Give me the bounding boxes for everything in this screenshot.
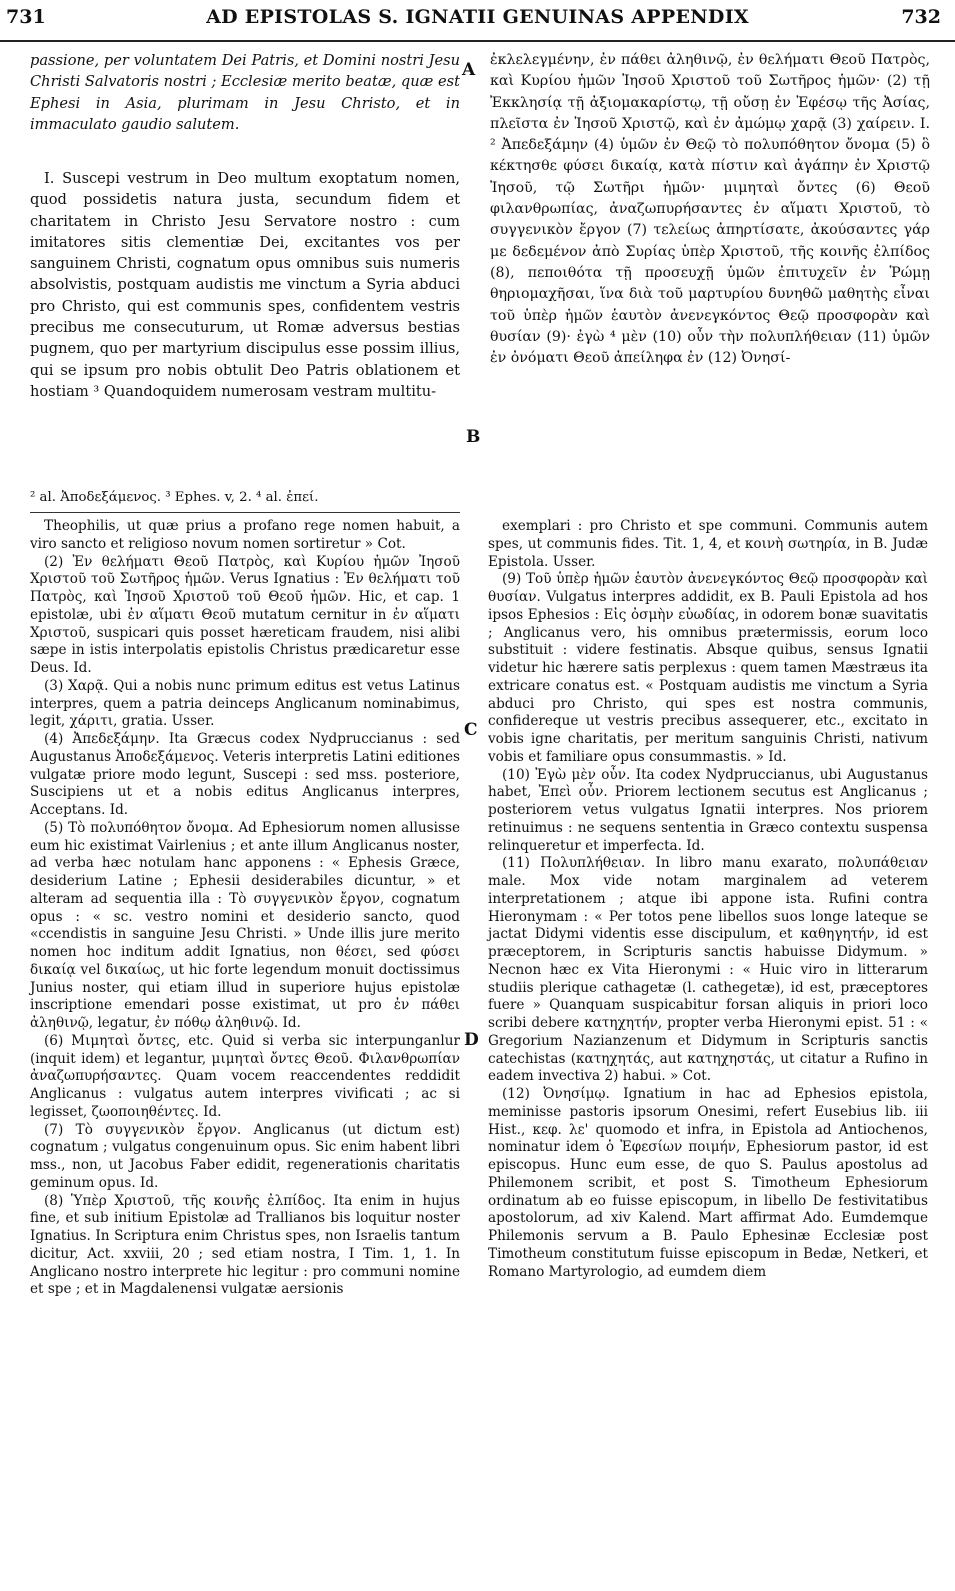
margin-letter-c: C <box>464 720 478 740</box>
notes-left-column <box>30 518 460 1299</box>
footnote-paragraph: (4) Ἀπεδεξάμην. Ita Græcus codex Nydpruccianus : sed Augustanus Ἀποδεξάμενος. Veteris interpretis Latini editiones vulgatæ priore modo legunt, Suscepi : sed mss. posteriore, Suscipiens ut et a nobis editus Anglicanus interpres, Acceptans. Id. <box>30 731 460 818</box>
footnote-paragraph: (10) Ἐγὼ μὲν οὖν. Ita codex Nydpruccianus, ubi Augustanus habet, Ἐπεὶ οὖν. Priorem lectionem secutus est Anglicanus ; posteriorem vetus vulgatus Ignatii interpres. Nos priorem retinuimus : ne sequens sententia in Græco contextu suspensa relinqueretur et imperfecta. Id. <box>488 766 928 854</box>
footnote-paragraph: Theophilis, ut quæ prius a profano rege nomen habuit, a viro sancto et religioso novum nomen sortiretur » Cot. <box>30 518 460 552</box>
footnote-paragraph: exemplari : pro Christo et spe communi. Communis autem spes, ut communis fides. Tit. 1, 4, et κοινὴ σωτηρία, in B. Judæ Epistola. Usser. <box>488 518 928 570</box>
footnote-paragraph: (6) Μιμηταὶ ὄντες, etc. Quid si verba sic interpunganlur (inquit idem) et legantur, μιμηταὶ ὄντες Θεοῦ. Φιλανθρωπίαν ἀναζωπυρήσαντες. Quam vocem reaccendentes reddidit Anglicanus : vulgatus autem interpres vivificati ; ac si legisset, ζωοποιηθέντες. Id. <box>30 1032 460 1120</box>
footnote-paragraph: (9) Τοῦ ὑπὲρ ἡμῶν ἑαυτὸν ἀνενεγκόντος Θεῷ προσφορὰν καὶ θυσίαν. Vulgatus interpres addidit, ex B. Pauli Epistola ad hos ipsos Ephesios : Εἰς ὀσμὴν εὐωδίας, in odorem bonæ suavitatis ; Anglicanus vero, his omnibus prætermissis, eorum loco substituit : videre festinatis. Absque quibus, sensus Ignatii videtur hic hærere satis perplexus : quem tamen Mæstræus ita extricare conatus est. « Postquam audistis me vinctum a Syria abduci pro Christo, qui spes est nostra communis, confidereque ut vestris precibus assequerer, etc., excitato in vobis igne charitatis, per meritum sanguinis Christi, nativum vobis et familiare opus consummastis. » Id. <box>488 571 928 765</box>
margin-letter-d: D <box>464 1030 479 1050</box>
critical-apparatus: ² al. Ἀποδεξάμενος. ³ Ephes. v, 2. ⁴ al. ἐπεί. <box>30 490 319 505</box>
footnote-paragraph: (12) Ὀνησίμῳ. Ignatium in hac ad Ephesios epistola, meminisse pastoris ipsorum Onesimi, refert Eusebius lib. iii Hist., κεφ. λε' quomodo et infra, in Epistola ad Antiochenos, nominatur idem ὁ Ἐφεσίων ποιμήν, Ephesiorum pastor, id est episcopus. Hunc eum esse, de quo S. Paulus apostolus ad Philemonem scribit, et post S. Timotheum Ephesiorum ordinatum ab eo fuisse episcopum, in libello De festivitatibus apostolorum, ad xiv Kalend. Mart affirmat Ado. Eumdemque Philemonis servum a B. Paulo Ephesinæ Ecclesiæ post Timotheum constitutum fuisse episcopum in Bedæ, Netkeri, et Romano Martyrologio, ad eumdem diem <box>488 1086 928 1280</box>
footnote-paragraph: (3) Χαρᾷ. Qui a nobis nunc primum editus est vetus Latinus interpres, quem a patria deinceps Anglicanum nominabimus, legit, χάριτι, gratia. Usser. <box>30 677 460 730</box>
page-number-left: 731 <box>6 6 46 28</box>
footnote-paragraph: (11) Πολυπλήθειαν. In libro manu exarato, πολυπάθειαν male. Mox vide notam marginalem ad veterem interpretationem ; atque ibi appone ista. Rufini contra Hieronymam : « Per totos pene libellos suos longe lateque se jactat Didymi videntis esse discipulum, et καθηγητήν, id est præceptorem, in Scripturis sanctis habuisse Didymum. » Necnon hæc ex Vita Hieronymi : « Huic viro in litterarum studiis plerique cathagetæ (l. cathegetæ), id est, præceptores fuere » Quanquam suspicabitur forsan aliquis in priori loco scribi debere κατηχητήν, propter verba Hieronymi epist. 51 : « Gregorium Nazianzenum et Didymum in Scripturis sanctis catechistas (κατηχητάς, aut κατηχηστάς, ut citatur a Rufino in eadem invectiva 2) habui. » Cot. <box>488 855 928 1085</box>
notes-right-column <box>488 518 928 1281</box>
latin-main-text: I. Suscepi vestrum in Deo multum exoptatum nomen, quod possidetis natura justa, secundum fidem et charitatem in Christo Jesu Servatore nostro : cum imitatores sitis clementiæ Dei, excitantes vos per sanguinem Christi, cognatum opus omnibus suis numeris absolvistis, postquam audistis me vinctum a Syria abduci pro Christo, qui est communis spes, confidentem vestris precibus me consecuturum, ut Romæ adversus bestias pugnem, quo per martyrium discipulus esse possim illius, qui se ipsum pro nobis obtulit Deo Patris oblationem et hostiam ³ Quandoquidem numerosam vestram multitu- <box>30 170 460 400</box>
running-title: AD EPISTOLAS S. IGNATII GENUINAS APPENDIX <box>206 6 749 28</box>
latin-intro-text: passione, per voluntatem Dei Patris, et Domini nostri Jesu Christi Salvatoris nostri ; Ecclesiæ merito beatæ, quæ est Ephesi in Asia, plurimam in Jesu Christo, et in immaculato gaudio salutem. <box>30 52 460 133</box>
footnote-paragraph: (5) Τὸ πολυπόθητον ὄνομα. Ad Ephesiorum nomen allusisse eum hic existimat Vairlenius ; et ante illum Anglicanus noster, ad verba hæc notulam hanc apponens : « Ephesis Græce, desiderium Latine ; Ephesii desiderabiles dicuntur, » et alteram ad sequentia illa : Τὸ συγγενικὸν ἔργον, cognatum opus : « sc. vestro nomini et desiderio sancto, quod «ccendistis in sanguine Jesu Christi. » Unde illis jure merito nomen hoc inditum addit Ignatius, non θέσει, sed φύσει δικαίᾳ vel δικαίως, ut hic forte legendum monuit doctissimus Junius noster, qui etiam illud in superiore hujus epistolæ inscriptione emendari posse existimat, ut pro ἐν πάθει ἀληθινῷ, legatur, ἐν πόθῳ ἀληθινῷ. Id. <box>30 819 460 1031</box>
footnote-paragraph: (8) Ὑπὲρ Χριστοῦ, τῆς κοινῆς ἐλπίδος. Ita enim in hujus fine, et sub initium Epistolæ ad Trallianos bis loquitur noster Ignatius. In Scriptura enim Christus spes, non Israelis tantum dicitur, Act. xxviii, 20 ; sed etiam nostra, I Tim. 1, 1. In Anglicano nostro interprete hic legitur : pro communi nomine et spe ; et in Magdalenensi vulgatæ aersionis <box>30 1192 460 1298</box>
footnote-paragraph: (2) Ἐν θελήματι Θεοῦ Πατρὸς, καὶ Κυρίου ἡμῶν Ἰησοῦ Χριστοῦ τοῦ Σωτῆρος ἡμῶν. Verus Ignatius : Ἐν θελήματι τοῦ Πατρὸς, καὶ Ἰησοῦ Χριστοῦ τοῦ Θεοῦ ἡμῶν. Hic, et cap. 1 epistolæ, ubi ἐν αἵματι Θεοῦ mutatum cernitur in ἐν αἵματι Χριστοῦ, suspicari quis posset hæreticam fraudem, nisi alibi sæpe in istis interpolatis epistolis Christus prædicaretur esse Deus. Id. <box>30 553 460 676</box>
footnote-paragraph: (7) Τὸ συγγενικὸν ἔργον. Anglicanus (ut dictum est) cognatum ; vulgatus congenuinum opus. Sic enim habent libri mss., non, ut Jacobus Faber edidit, regenerationis charitatis geminum opus. Id. <box>30 1121 460 1191</box>
page-header <box>0 0 955 42</box>
greek-text: ἐκλελεγμένην, ἐν πάθει ἀληθινῷ, ἐν θελήματι Θεοῦ Πατρὸς, καὶ Κυρίου ἡμῶν Ἰησοῦ Χριστοῦ τοῦ Σωτῆρος ἡμῶν· (2) τῇ Ἐκκλησίᾳ τῇ ἀξιομακαρίστῳ, τῇ οὔσῃ ἐν Ἐφέσῳ τῆς Ἀσίας, πλεῖστα ἐν Ἰησοῦ Χριστῷ, καὶ ἐν ἀμώμῳ χαρᾷ (3) χαίρειν. I. ² Ἀπεδεξάμην (4) ὑμῶν ἐν Θεῷ τὸ πολυπόθητον ὄνομα (5) ὃ κέκτησθε φύσει δικαίᾳ, κατὰ πίστιν καὶ ἀγάπην ἐν Χριστῷ Ἰησοῦ, τῷ Σωτῆρι ἡμῶν· μιμηταὶ ὄντες (6) Θεοῦ φιλανθρωπίας, ἀναζωπυρήσαντες ἐν αἵματι Χριστοῦ, τὸ συγγενικὸν ἔργον (7) τελείως ἀπηρτίσατε, ἀκούσαντες γάρ με δεδεμένον ἀπὸ Συρίας ὑπὲρ Χριστοῦ, τῆς κοινῆς ἐλπίδος (8), πεποιθότα τῇ προσευχῇ ὑμῶν ἐπιτυχεῖν ἐν Ῥώμῃ θηριομαχῆσαι, ἵνα διὰ τοῦ μαρτυρίου δυνηθῶ μαθητὴς εἶναι τοῦ ὑπὲρ ἡμῶν ἑαυτὸν ἀνενεγκόντος Θεῷ προσφορὰν καὶ θυσίαν (9)· ἐγὼ ⁴ μὲν (10) οὖν τὴν πολυπλήθειαν (11) ὑμῶν ἐν ὀνόματι Θεοῦ ἀπείληφα ἐν (12) Ὀνησί- <box>490 52 930 367</box>
footnote-divider <box>30 512 460 513</box>
margin-letter-a: A <box>462 60 476 80</box>
page-number-right: 732 <box>901 6 941 28</box>
margin-letter-b: B <box>466 427 481 447</box>
